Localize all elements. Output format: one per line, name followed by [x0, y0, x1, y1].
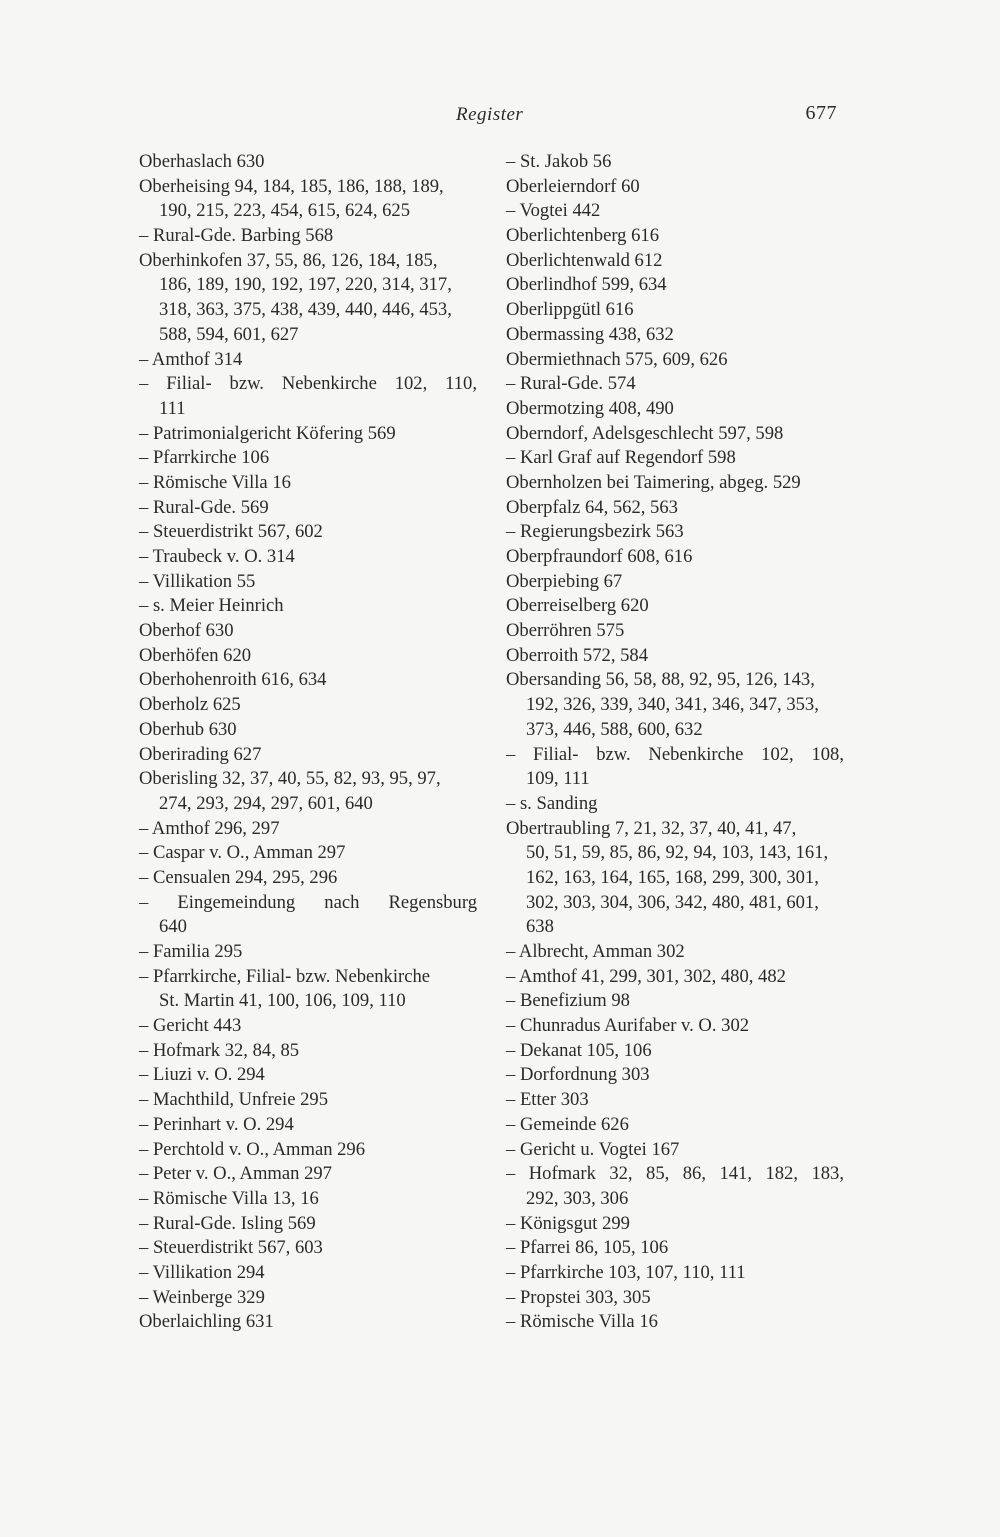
index-continuation: 302, 303, 304, 306, 342, 480, 481, 601, — [526, 891, 819, 913]
index-entry: Oberirading 627 — [139, 743, 262, 765]
index-entry: Obermiethnach 575, 609, 626 — [506, 348, 728, 370]
index-subentry: – Machthild, Unfreie 295 — [139, 1089, 328, 1111]
index-subentry: – Amthof 296, 297 — [139, 817, 280, 839]
index-subentry: – Karl Graf auf Regendorf 598 — [506, 447, 736, 469]
index-subentry: – Pfarrkirche 103, 107, 110, 111 — [506, 1261, 746, 1283]
index-continuation: 640 — [159, 916, 187, 938]
index-subentry: – Perchtold v. O., Amman 296 — [139, 1138, 366, 1160]
index-entry: Oberpfalz 64, 562, 563 — [506, 496, 678, 518]
index-subentry: – Vogtei 442 — [506, 200, 601, 222]
index-subentry: – Römische Villa 16 — [139, 471, 291, 493]
index-continuation: 192, 326, 339, 340, 341, 346, 347, 353, — [526, 694, 819, 716]
index-subentry: – Albrecht, Amman 302 — [506, 941, 685, 962]
index-subentry: – Eingemeindung nach Regensburg — [139, 891, 477, 913]
index-subentry: – s. Meier Heinrich — [139, 595, 284, 617]
index-subentry: – Propstei 303, 305 — [506, 1286, 651, 1308]
index-entry: Oberröhren 575 — [506, 620, 625, 642]
index-entry: Oberlichtenwald 612 — [506, 249, 663, 271]
index-entry: Oberlindhof 599, 634 — [506, 274, 667, 296]
index-subentry: – Chunradus Aurifaber v. O. 302 — [506, 1015, 750, 1037]
index-subentry: – Dekanat 105, 106 — [506, 1039, 652, 1061]
index-entry: Obermotzing 408, 490 — [506, 397, 674, 419]
index-continuation: 292, 303, 306 — [526, 1187, 629, 1209]
index-subentry: – Villikation 55 — [139, 570, 256, 592]
index-entry: Obernholzen bei Taimering, abgeg. 529 — [506, 471, 801, 493]
index-entry: Oberholz 625 — [139, 694, 241, 716]
index-entry: Obertraubling 7, 21, 32, 37, 40, 41, 47, — [506, 817, 797, 839]
index-subentry: – Traubeck v. O. 314 — [139, 546, 295, 567]
index-subentry: – Pfarrkirche 106 — [139, 447, 270, 469]
index-subentry: – Königsgut 299 — [506, 1212, 630, 1234]
index-subentry: – Amthof 314 — [139, 348, 243, 370]
index-entry: Oberheising 94, 184, 185, 186, 188, 189, — [139, 175, 444, 197]
index-entry: Oberhohenroith 616, 634 — [139, 669, 327, 691]
index-subentry: – Liuzi v. O. 294 — [139, 1064, 265, 1086]
index-entry: Obersanding 56, 58, 88, 92, 95, 126, 143, — [506, 669, 815, 691]
index-subentry: – Caspar v. O., Amman 297 — [139, 842, 346, 864]
index-subentry: – Censualen 294, 295, 296 — [139, 866, 338, 888]
index-subentry: – Perinhart v. O. 294 — [139, 1113, 294, 1135]
index-entry: Oberisling 32, 37, 40, 55, 82, 93, 95, 97, — [139, 768, 441, 790]
index-continuation: 190, 215, 223, 454, 615, 624, 625 — [159, 200, 411, 222]
index-subentry: – Rural-Gde. 574 — [506, 373, 636, 395]
index-subentry: – Rural-Gde. Isling 569 — [139, 1212, 316, 1234]
index-column-right — [506, 150, 844, 1335]
index-subentry: – Hofmark 32, 84, 85 — [139, 1039, 300, 1061]
index-subentry: – Filial- bzw. Nebenkirche 102, 108, — [506, 743, 844, 765]
index-continuation: 109, 111 — [526, 768, 590, 790]
index-subentry: – Pfarrei 86, 105, 106 — [506, 1237, 669, 1259]
index-subentry: – Steuerdistrikt 567, 602 — [139, 521, 323, 543]
index-subentry: – s. Sanding — [506, 792, 598, 814]
index-subentry: – Villikation 294 — [139, 1261, 265, 1283]
index-column-left — [139, 150, 477, 1335]
index-entry: Oberreiselberg 620 — [506, 595, 649, 617]
index-entry: Obermassing 438, 632 — [506, 323, 674, 345]
index-continuation: 186, 189, 190, 192, 197, 220, 314, 317, — [159, 274, 452, 296]
index-entry: Oberleierndorf 60 — [506, 175, 640, 197]
index-subentry: – Steuerdistrikt 567, 603 — [139, 1237, 323, 1259]
index-continuation: 274, 293, 294, 297, 601, 640 — [159, 792, 373, 814]
index-subentry: – Amthof 41, 299, 301, 302, 480, 482 — [506, 965, 786, 987]
index-entry: Oberpfraundorf 608, 616 — [506, 546, 693, 567]
page-header — [0, 104, 1000, 132]
index-subentry: – Gericht 443 — [139, 1015, 242, 1037]
index-continuation: St. Martin 41, 100, 106, 109, 110 — [159, 990, 406, 1012]
index-subentry: – Peter v. O., Amman 297 — [139, 1163, 332, 1185]
index-entry: Oberhub 630 — [139, 718, 237, 740]
index-entry: Oberndorf, Adelsgeschlecht 597, 598 — [506, 422, 784, 444]
index-subentry: – Dorfordnung 303 — [506, 1064, 650, 1086]
index-subentry: – Familia 295 — [139, 941, 243, 962]
index-entry: Oberpiebing 67 — [506, 570, 623, 592]
index-entry: Oberhaslach 630 — [139, 151, 265, 172]
index-entry: Oberlichtenberg 616 — [506, 225, 660, 247]
index-continuation: 162, 163, 164, 165, 168, 299, 300, 301, — [526, 866, 819, 888]
index-entry: Oberhinkofen 37, 55, 86, 126, 184, 185, — [139, 249, 438, 271]
index-subentry: – Rural-Gde. 569 — [139, 496, 269, 518]
index-subentry: – Patrimonialgericht Köfering 569 — [139, 422, 396, 444]
index-subentry: – Gericht u. Vogtei 167 — [506, 1138, 680, 1160]
index-continuation: 588, 594, 601, 627 — [159, 323, 299, 345]
index-continuation: 638 — [526, 916, 554, 938]
index-entry: Oberhöfen 620 — [139, 644, 252, 666]
index-continuation: 50, 51, 59, 85, 86, 92, 94, 103, 143, 161, — [526, 842, 829, 864]
index-subentry: – Römische Villa 16 — [506, 1311, 658, 1333]
index-subentry: – Gemeinde 626 — [506, 1113, 629, 1135]
running-title: Register — [456, 104, 524, 125]
index-entry: Oberlaichling 631 — [139, 1311, 274, 1333]
index-continuation: 111 — [159, 397, 186, 419]
index-subentry: – Benefizium 98 — [506, 990, 630, 1012]
index-entry: Oberlippgütl 616 — [506, 299, 634, 321]
index-subentry: – Regierungsbezirk 563 — [506, 521, 684, 543]
index-subentry: – Hofmark 32, 85, 86, 141, 182, 183, — [506, 1163, 844, 1185]
index-subentry: – St. Jakob 56 — [506, 151, 612, 172]
index-continuation: 373, 446, 588, 600, 632 — [526, 718, 703, 740]
index-continuation: 318, 363, 375, 438, 439, 440, 446, 453, — [159, 299, 452, 321]
index-subentry: – Pfarrkirche, Filial- bzw. Nebenkirche — [139, 965, 431, 987]
index-subentry: – Römische Villa 13, 16 — [139, 1187, 319, 1209]
index-subentry: – Filial- bzw. Nebenkirche 102, 110, — [139, 373, 477, 395]
index-entry: Oberroith 572, 584 — [506, 644, 649, 666]
page-number: 677 — [805, 102, 837, 124]
index-subentry: – Etter 303 — [506, 1089, 589, 1111]
index-subentry: – Weinberge 329 — [139, 1286, 265, 1308]
index-subentry: – Rural-Gde. Barbing 568 — [139, 225, 334, 247]
index-entry: Oberhof 630 — [139, 620, 234, 642]
